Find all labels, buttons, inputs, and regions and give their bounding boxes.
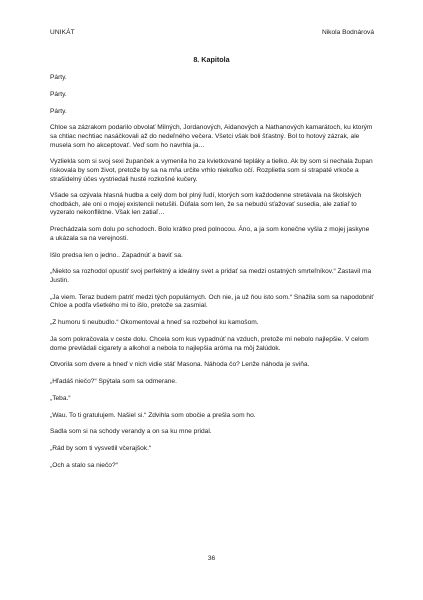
chapter-title: 8. Kapitola (193, 55, 230, 64)
paragraph: Všade sa ozývala hlasná hudba a celý dom bol plný ľudí, ktorých som každodenne stretávala na školských chodbách, ale oni o mojej existencii netušili. Dúfala som len, že sa nebudú sťažovať susedia, ale zatiaľ to vyzeralo nekonfliktne. Však len zatiaľ… (50, 192, 362, 217)
paragraph: Ja som pokračovala v ceste dolu. Chcela som kus vypadnúť na vzduch, pretože mi nebolo najlepšie. V celom dome prevládali cigarety a alkohol a nebola to najlepšia aróma na môj žalúdok. (50, 335, 369, 352)
paragraph: „Och a stalo sa niečo?“ (50, 462, 118, 469)
paragraph: Vyzliekla som si svoj sexi županček a vymenila ho za kvietkované tepláky a tielko. Ak by som si nechala župan riskovala by som život, pretože by sa na mňa určite vrhlo niekoľko očí. Rozplietla som si strapaté vrkoče a strašidelný účes vystriedali husté rozkošné kučery. (50, 158, 373, 183)
paragraph: „Wau. To ti gratulujem. Našiel si.“ Zdvihla som obočie a prešla som ho. (50, 411, 256, 419)
paragraph: „Ja viem. Teraz budem patriť medzi tých populárnych. Och nie, ja už ňou isto som.“ Snažila som sa napodobniť Chloe a podľa všetkého mi to išlo, pretože sa zasmial. (50, 293, 374, 310)
paragraph: „Z humoru ti neubudlo.“ Okomentoval a hneď sa rozbehol ku kamošom. (50, 319, 259, 327)
paragraph: Sadla som si na schody verandy a on sa ku mne pridal. (50, 428, 212, 436)
paragraph: Párty. (50, 90, 67, 98)
paragraph: Prechádzala som dolu po schodoch. Bolo krátko pred polnocou. Áno, a ja som konečne vyšla z mojej jaskyne a ukázala sa na verejnosti. (50, 226, 370, 242)
body-text (50, 74, 374, 479)
header-book-title: UNIKÁT (50, 29, 75, 36)
paragraph: „Hľadáš niečo?“ Spýtala som sa odmerane. (50, 378, 177, 386)
paragraph: Párty. (50, 107, 67, 115)
header-author: Nikola Bodnárová (321, 29, 374, 36)
paragraph: Išlo predsa len o jedno.. Zapadnúť a baviť sa. (50, 251, 183, 259)
paragraph: Chloe sa zázrakom podarilo obvolať Milných, Jordanových, Aidanových a Nathanových kamarátoch, ku ktorým sa chtiac nechtiac nasáčkovali až do nedeľného večera. Všetci však boli šťastný. Bol to hotový zázrak, ale musela som ho akceptovať. Veď som ho navrhla ja… (50, 124, 373, 149)
paragraph: „Rád by som ti vysvetlil včerajšok.“ (50, 445, 152, 453)
paragraph: „Niekto sa rozhodol opustiť svoj perfektný a ideálny svet a pridať sa medzi ostatných smrteľníkov.“ Zastavil ma Justin. (50, 268, 372, 284)
page-number: 36 (207, 555, 216, 562)
paragraph: Párty. (50, 74, 67, 81)
paragraph: Otvorila som dvere a hneď v nich vidie stáť Masona. Náhoda čo? Lenže náhoda je sviňa. (50, 361, 310, 369)
paragraph: „Teba.“ (50, 394, 71, 402)
